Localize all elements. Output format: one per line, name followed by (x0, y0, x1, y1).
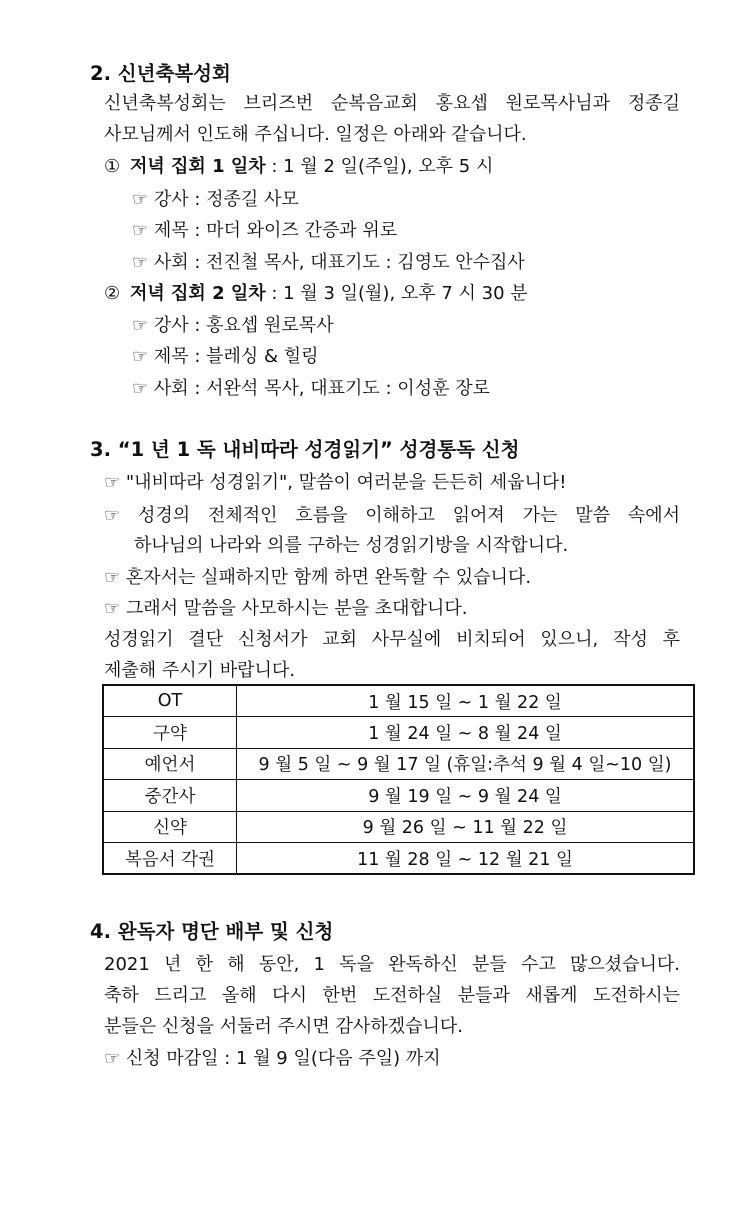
section-4-para-line-3: 분들은 신청을 서둘러 주시면 감사하겠습니다. (104, 1016, 463, 1037)
day-1-line (104, 154, 680, 180)
table-row (103, 748, 694, 779)
schedule-label: 예언서 (103, 748, 237, 779)
day-2-time: : 1 월 3 일(월), 오후 7 시 30 분 (265, 283, 528, 304)
circled-number-2: ② (104, 283, 121, 304)
section-4-para-line-2: 축하 드리고 올해 다시 한번 도전하실 분들과 새롭게 도전하시는 (104, 985, 680, 1006)
schedule-label: 구약 (103, 717, 237, 748)
day-2-title: 저녁 집회 2 일차 (130, 283, 266, 304)
table-row (103, 842, 694, 874)
section-3-para-line-1: 성경읽기 결단 신청서가 교회 사무실에 비치되어 있으니, 작성 후 (104, 629, 680, 650)
schedule-period: 11 월 28 일 ~ 12 월 21 일 (237, 842, 695, 874)
schedule-period: 1 월 24 일 ~ 8 월 24 일 (237, 717, 695, 748)
section-2-heading: 2. 신년축복성회 (90, 62, 231, 85)
section-2-intro-line-1: 신년축복성회는 브리즈번 순복음교회 홍요셉 원로목사님과 정종길 (104, 93, 680, 114)
section-3-para-line-2: 제출해 주시기 바랍니다. (104, 660, 296, 681)
day-2-speaker: ☞ 강사 : 홍요셉 원로목사 (132, 315, 334, 336)
section-2-intro-line-2: 사모님께서 인도해 주십니다. 일정은 아래와 같습니다. (104, 124, 527, 145)
reading-schedule-table (102, 684, 695, 875)
section-4-para-line-1: 2021 년 한 해 동안, 1 독을 완독하신 분들 수고 많으셨습니다. (104, 954, 680, 975)
schedule-label: 중간사 (103, 780, 237, 811)
day-1-host: ☞ 사회 : 전진철 목사, 대표기도 : 김영도 안수집사 (132, 252, 525, 273)
schedule-label: 복음서 각권 (103, 842, 237, 874)
section-3-bullet-3: ☞ 혼자서는 실패하지만 함께 하면 완독할 수 있습니다. (104, 567, 532, 588)
schedule-period: 9 월 19 일 ~ 9 월 24 일 (237, 780, 695, 811)
day-2-line (104, 281, 680, 307)
section-3-bullet-4: ☞ 그래서 말씀을 사모하시는 분을 초대합니다. (104, 598, 468, 619)
day-1-speaker: ☞ 강사 : 정종길 사모 (132, 189, 299, 210)
table-row (103, 717, 694, 748)
section-4-heading: 4. 완독자 명단 배부 및 신청 (90, 920, 334, 943)
section-3-bullet-2a: ☞ 성경의 전체적인 흐름을 이해하고 읽어져 가는 말씀 속에서 (104, 505, 680, 526)
schedule-period: 9 월 5 일 ~ 9 월 17 일 (휴일:추석 9 월 4 일~10 일) (237, 748, 695, 779)
day-1-topic: ☞ 제목 : 마더 와이즈 간증과 위로 (132, 220, 398, 241)
schedule-label: OT (103, 685, 237, 717)
schedule-period: 9 월 26 일 ~ 11 월 22 일 (237, 811, 695, 842)
section-3-bullet-1: ☞ "내비따라 성경읽기", 말씀이 여러분을 든든히 세웁니다! (104, 472, 567, 493)
section-3-bullet-2b: 하나님의 나라와 의를 구하는 성경읽기방을 시작합니다. (134, 535, 569, 556)
schedule-period: 1 월 15 일 ~ 1 월 22 일 (237, 685, 695, 717)
day-2-host: ☞ 사회 : 서완석 목사, 대표기도 : 이성훈 장로 (132, 378, 490, 399)
table-row (103, 780, 694, 811)
table-row (103, 811, 694, 842)
day-1-time: : 1 월 2 일(주일), 오후 5 시 (265, 156, 494, 177)
section-3-heading: 3. “1 년 1 독 내비따라 성경읽기” 성경통독 신청 (90, 438, 520, 461)
section-4-deadline: ☞ 신청 마감일 : 1 월 9 일(다음 주일) 까지 (104, 1048, 441, 1069)
day-2-topic: ☞ 제목 : 블레싱 & 힐링 (132, 346, 319, 367)
schedule-label: 신약 (103, 811, 237, 842)
circled-number-1: ① (104, 156, 121, 177)
day-1-title: 저녁 집회 1 일차 (130, 156, 266, 177)
table-row (103, 685, 694, 717)
